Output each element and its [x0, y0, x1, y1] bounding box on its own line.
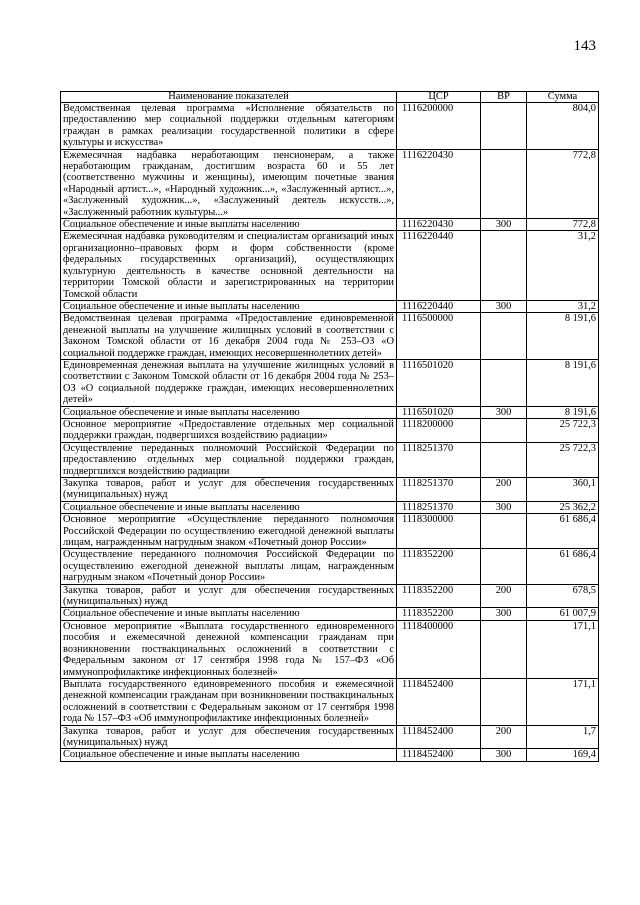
- cell-vr: 200: [481, 478, 527, 502]
- cell-name: Ведомственная целевая программа «Исполнение обязательств по предоставлению мер социальной поддержки отдельным категориям граждан в рамках реализации государственной политики в сфере культуры и искусства»: [61, 103, 397, 150]
- cell-name: Социальное обеспечение и иные выплаты населению: [61, 501, 397, 513]
- header-csr: ЦСР: [397, 92, 481, 103]
- cell-vr: [481, 359, 527, 406]
- cell-vr: [481, 442, 527, 477]
- cell-name: Выплата государственного единовременного пособия и ежемесячной денежной компенсации гражданам при возникновении поствакцинальных осложнений в соответствии с Федеральным законом от 17 сентября 1998 года № 157–ФЗ «Об иммунопрофилактике инфекционных болезней»: [61, 678, 397, 725]
- cell-sum: 61 686,4: [527, 514, 599, 549]
- table-row: [61, 442, 599, 477]
- table-row: [61, 149, 599, 218]
- cell-sum: 360,1: [527, 478, 599, 502]
- cell-vr: [481, 103, 527, 150]
- cell-name: Закупка товаров, работ и услуг для обеспечения государственных (муниципальных) нужд: [61, 584, 397, 608]
- cell-name: Ведомственная целевая программа «Предоставление единовременной денежной выплаты на улучшение жилищных условий в соответствии с Законом Томской области от 16 декабря 2004 года № 253–ОЗ «О социальной поддержке граждан, имеющих несовершеннолетних детей»: [61, 313, 397, 360]
- cell-csr: 1116220430: [397, 219, 481, 231]
- cell-vr: [481, 549, 527, 584]
- cell-name: Закупка товаров, работ и услуг для обеспечения государственных (муниципальных) нужд: [61, 725, 397, 749]
- table-row: [61, 725, 599, 749]
- cell-csr: 1118352200: [397, 608, 481, 620]
- cell-vr: 300: [481, 608, 527, 620]
- cell-sum: 61 686,4: [527, 549, 599, 584]
- cell-vr: 200: [481, 725, 527, 749]
- cell-name: Социальное обеспечение и иные выплаты населению: [61, 749, 397, 761]
- table-row: [61, 418, 599, 442]
- table-row: [61, 608, 599, 620]
- table-row: [61, 620, 599, 678]
- cell-csr: 1118251370: [397, 478, 481, 502]
- cell-csr: 1116501020: [397, 359, 481, 406]
- cell-csr: 1118251370: [397, 442, 481, 477]
- cell-sum: 1,7: [527, 725, 599, 749]
- cell-csr: 1118452400: [397, 678, 481, 725]
- cell-sum: 8 191,6: [527, 406, 599, 418]
- cell-vr: [481, 231, 527, 300]
- table-row: [61, 359, 599, 406]
- cell-vr: [481, 620, 527, 678]
- table-row: [61, 313, 599, 360]
- table-body: [61, 103, 599, 762]
- cell-name: Социальное обеспечение и иные выплаты населению: [61, 406, 397, 418]
- cell-csr: 1116220430: [397, 149, 481, 218]
- cell-name: Социальное обеспечение и иные выплаты населению: [61, 219, 397, 231]
- table-row: [61, 678, 599, 725]
- cell-csr: 1118352200: [397, 584, 481, 608]
- cell-csr: 1118452400: [397, 749, 481, 761]
- cell-csr: 1116220440: [397, 231, 481, 300]
- cell-csr: 1118200000: [397, 418, 481, 442]
- table-row: [61, 478, 599, 502]
- cell-vr: 300: [481, 406, 527, 418]
- cell-sum: 8 191,6: [527, 359, 599, 406]
- cell-sum: 25 722,3: [527, 442, 599, 477]
- cell-vr: 300: [481, 501, 527, 513]
- page-number: 143: [573, 38, 596, 54]
- cell-vr: 300: [481, 300, 527, 312]
- cell-sum: 772,8: [527, 149, 599, 218]
- table-row: [61, 406, 599, 418]
- cell-name: Осуществление переданных полномочий Российской Федерации по предоставлению отдельных мер социальной поддержки граждан, подвергшихся воздействию радиации: [61, 442, 397, 477]
- cell-name: Социальное обеспечение и иные выплаты населению: [61, 608, 397, 620]
- cell-csr: 1116501020: [397, 406, 481, 418]
- cell-sum: 169,4: [527, 749, 599, 761]
- cell-csr: 1118352200: [397, 549, 481, 584]
- header-sum: Сумма: [527, 92, 599, 103]
- cell-sum: 61 007,9: [527, 608, 599, 620]
- cell-csr: 1116500000: [397, 313, 481, 360]
- table-row: [61, 103, 599, 150]
- cell-name: Закупка товаров, работ и услуг для обеспечения государственных (муниципальных) нужд: [61, 478, 397, 502]
- table-header-row: [61, 92, 599, 103]
- table-row: [61, 219, 599, 231]
- cell-name: Единовременная денежная выплата на улучшение жилищных условий в соответствии с Законом Томской области от 16 декабря 2004 года № 253–ОЗ «О социальной поддержке граждан, имеющих несовершеннолетних детей»: [61, 359, 397, 406]
- cell-sum: 171,1: [527, 620, 599, 678]
- table-row: [61, 231, 599, 300]
- cell-sum: 678,5: [527, 584, 599, 608]
- cell-vr: 300: [481, 219, 527, 231]
- cell-vr: 200: [481, 584, 527, 608]
- budget-table: [60, 91, 599, 762]
- cell-csr: 1118251370: [397, 501, 481, 513]
- cell-name: Ежемесячная надбавка руководителям и специалистам организаций иных организационно–правовых форм и форм собственности (кроме федеральных государственных организаций), осуществляющих культурную деятельность в качестве основной деятельности на территории Томской области и зарегистрированных на территории Томской области: [61, 231, 397, 300]
- table-row: [61, 549, 599, 584]
- table-row: [61, 300, 599, 312]
- cell-sum: 8 191,6: [527, 313, 599, 360]
- cell-vr: [481, 678, 527, 725]
- header-vr: ВР: [481, 92, 527, 103]
- cell-name: Основное мероприятие «Предоставление отдельных мер социальной поддержки граждан, подвергшихся воздействию радиации»: [61, 418, 397, 442]
- header-name: Наименование показателей: [61, 92, 397, 103]
- cell-vr: [481, 313, 527, 360]
- cell-sum: 31,2: [527, 300, 599, 312]
- cell-sum: 25 362,2: [527, 501, 599, 513]
- cell-name: Основное мероприятие «Выплата государственного единовременного пособия и ежемесячной денежной компенсации гражданам при возникновении поствакцинальных осложнений в соответствии с Федеральным законом от 17 сентября 1998 года № 157–ФЗ «Об иммунопрофилактике инфекционных болезней»: [61, 620, 397, 678]
- cell-sum: 772,8: [527, 219, 599, 231]
- cell-sum: 804,0: [527, 103, 599, 150]
- cell-vr: [481, 149, 527, 218]
- cell-sum: 25 722,3: [527, 418, 599, 442]
- cell-sum: 171,1: [527, 678, 599, 725]
- cell-csr: 1118400000: [397, 620, 481, 678]
- cell-csr: 1118452400: [397, 725, 481, 749]
- table-row: [61, 514, 599, 549]
- cell-vr: [481, 418, 527, 442]
- cell-csr: 1116200000: [397, 103, 481, 150]
- table-row: [61, 501, 599, 513]
- table-row: [61, 584, 599, 608]
- cell-vr: 300: [481, 749, 527, 761]
- cell-csr: 1116220440: [397, 300, 481, 312]
- cell-name: Ежемесячная надбавка неработающим пенсионерам, а также неработающим гражданам, достигшим возраста 60 и 55 лет (соответственно мужчины и женщины), имеющим почетные звания «Народный артист...», «Народный художник...», «Заслуженный артист...», «Заслуженный художник...», «Заслуженный деятель искусств...», «Заслуженный работник культуры...»: [61, 149, 397, 218]
- cell-csr: 1118300000: [397, 514, 481, 549]
- cell-vr: [481, 514, 527, 549]
- cell-name: Социальное обеспечение и иные выплаты населению: [61, 300, 397, 312]
- cell-sum: 31,2: [527, 231, 599, 300]
- table-row: [61, 749, 599, 761]
- cell-name: Осуществление переданного полномочия Российской Федерации по осуществлению ежегодной денежной выплаты лицам, награжденным нагрудным знаком «Почетный донор России»: [61, 549, 397, 584]
- cell-name: Основное мероприятие «Осуществление переданного полномочия Российской Федерации по осуществлению ежегодной денежной выплаты лицам, награжденным нагрудным знаком «Почетный донор России»: [61, 514, 397, 549]
